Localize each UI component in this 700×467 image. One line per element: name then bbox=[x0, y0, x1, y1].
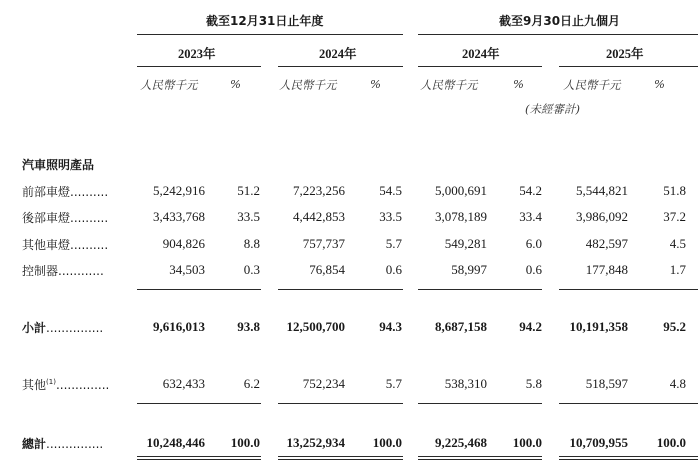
other-lamps-row-amount-1: 904,826 bbox=[162, 236, 205, 251]
subtotal-rule-2 bbox=[278, 289, 403, 290]
rear-lamps-row-leader-dots: .......... bbox=[70, 211, 109, 225]
controllers-row-leader-dots: ............ bbox=[58, 264, 104, 278]
front-lamps-row-amount-2: 7,223,256 bbox=[293, 183, 345, 198]
unit-rmb-2: 人民幣千元 bbox=[279, 78, 337, 92]
other-lamps-row-percent-2: 5.7 bbox=[385, 236, 402, 251]
other-row-amount-4: 518,597 bbox=[585, 376, 628, 391]
subtotal-row-percent-4: 95.2 bbox=[663, 319, 686, 334]
front-lamps-row-label: 前部車燈.......... bbox=[22, 185, 109, 199]
total-double-rule-4b bbox=[559, 459, 698, 460]
year-rule-1 bbox=[137, 66, 261, 67]
front-lamps-row-amount-4: 5,544,821 bbox=[576, 183, 628, 198]
other-row-percent-1: 6.2 bbox=[243, 376, 260, 391]
unit-pct-4: % bbox=[654, 77, 665, 91]
total-double-rule-1b bbox=[137, 459, 261, 460]
group-header-year-ended: 截至12月31日止年度 bbox=[206, 14, 324, 28]
total-double-rule-2a bbox=[278, 456, 403, 457]
front-lamps-row-percent-4: 51.8 bbox=[663, 183, 686, 198]
front-lamps-row-percent-3: 54.2 bbox=[519, 183, 542, 198]
total-double-rule-1a bbox=[137, 456, 261, 457]
year-header-2025-nine-months: 2025年 bbox=[606, 47, 644, 61]
other-row-percent-4: 4.8 bbox=[669, 376, 686, 391]
total-row-amount-1: 10,248,446 bbox=[146, 435, 205, 450]
subtotal-row-percent-2: 94.3 bbox=[379, 319, 402, 334]
total-rule-3 bbox=[418, 403, 542, 404]
year-header-2023: 2023年 bbox=[178, 47, 216, 61]
other-lamps-row-amount-4: 482,597 bbox=[585, 236, 628, 251]
other-row-amount-2: 752,234 bbox=[302, 376, 345, 391]
subtotal-rule-1 bbox=[137, 289, 261, 290]
total-double-rule-4a bbox=[559, 456, 698, 457]
unit-pct-3: % bbox=[513, 77, 524, 91]
subtotal-row-percent-1: 93.8 bbox=[237, 319, 260, 334]
total-row-amount-4: 10,709,955 bbox=[569, 435, 628, 450]
rear-lamps-row-amount-2: 4,442,853 bbox=[293, 209, 345, 224]
year-header-2024-annual: 2024年 bbox=[319, 47, 357, 61]
unit-pct-2: % bbox=[370, 77, 381, 91]
unit-rmb-3: 人民幣千元 bbox=[420, 78, 478, 92]
subtotal-row-amount-1: 9,616,013 bbox=[153, 319, 205, 334]
subtotal-row-amount-4: 10,191,358 bbox=[569, 319, 628, 334]
total-double-rule-3a bbox=[418, 456, 542, 457]
unit-rmb-1: 人民幣千元 bbox=[140, 78, 198, 92]
total-row-label: 總計............... bbox=[22, 437, 104, 451]
other-lamps-row-percent-4: 4.5 bbox=[669, 236, 686, 251]
other-lamps-row-leader-dots: .......... bbox=[70, 238, 109, 252]
total-rule-4 bbox=[559, 403, 698, 404]
other-row-amount-1: 632,433 bbox=[162, 376, 205, 391]
group-header-rule-right bbox=[418, 34, 698, 35]
total-row-percent-1: 100.0 bbox=[230, 435, 260, 450]
other-lamps-row-label: 其他車燈.......... bbox=[22, 238, 109, 252]
controllers-row-percent-2: 0.6 bbox=[385, 262, 402, 277]
group-header-nine-months: 截至9月30日止九個月 bbox=[499, 14, 621, 28]
other-lamps-row-percent-1: 8.8 bbox=[243, 236, 260, 251]
controllers-row-amount-2: 76,854 bbox=[309, 262, 345, 277]
subtotal-rule-4 bbox=[559, 289, 698, 290]
year-rule-4 bbox=[559, 66, 698, 67]
total-row-percent-2: 100.0 bbox=[372, 435, 402, 450]
section-title: 汽車照明產品 bbox=[22, 158, 95, 172]
rear-lamps-row-amount-1: 3,433,768 bbox=[153, 209, 205, 224]
year-rule-3 bbox=[418, 66, 542, 67]
total-row-percent-3: 100.0 bbox=[512, 435, 542, 450]
other-lamps-row-percent-3: 6.0 bbox=[525, 236, 542, 251]
total-rule-2 bbox=[278, 403, 403, 404]
front-lamps-row-amount-1: 5,242,916 bbox=[153, 183, 205, 198]
front-lamps-row-amount-3: 5,000,691 bbox=[435, 183, 487, 198]
rear-lamps-row-percent-3: 33.4 bbox=[519, 209, 542, 224]
subtotal-row-amount-2: 12,500,700 bbox=[286, 319, 345, 334]
rear-lamps-row-percent-4: 37.2 bbox=[663, 209, 686, 224]
group-header-rule-left bbox=[137, 34, 403, 35]
other-row-amount-3: 538,310 bbox=[444, 376, 487, 391]
rear-lamps-row-percent-1: 33.5 bbox=[237, 209, 260, 224]
total-row-amount-3: 9,225,468 bbox=[435, 435, 487, 450]
total-rule-1 bbox=[137, 403, 261, 404]
total-row-leader-dots: ............... bbox=[46, 437, 104, 451]
front-lamps-row-percent-2: 54.5 bbox=[379, 183, 402, 198]
other-row-label: 其他$^{(1)}$.............. bbox=[22, 378, 110, 392]
subtotal-rule-3 bbox=[418, 289, 542, 290]
subtotal-row-amount-3: 8,687,158 bbox=[435, 319, 487, 334]
controllers-row-amount-3: 58,997 bbox=[451, 262, 487, 277]
controllers-row-percent-1: 0.3 bbox=[243, 262, 260, 277]
other-lamps-row-amount-3: 549,281 bbox=[444, 236, 487, 251]
controllers-row-percent-3: 0.6 bbox=[525, 262, 542, 277]
rear-lamps-row-amount-3: 3,078,189 bbox=[435, 209, 487, 224]
other-row-percent-2: 5.7 bbox=[385, 376, 402, 391]
subtotal-row-leader-dots: ............... bbox=[46, 321, 104, 335]
other-row-footnote: (1) bbox=[46, 378, 56, 386]
rear-lamps-row-percent-2: 33.5 bbox=[379, 209, 402, 224]
other-row-leader-dots: .............. bbox=[55, 378, 110, 392]
rear-lamps-row-amount-4: 3,986,092 bbox=[576, 209, 628, 224]
year-header-2024-nine-months: 2024年 bbox=[462, 47, 500, 61]
front-lamps-row-percent-1: 51.2 bbox=[237, 183, 260, 198]
unit-pct-1: % bbox=[230, 77, 241, 91]
total-row-percent-4: 100.0 bbox=[656, 435, 686, 450]
controllers-row-percent-4: 1.7 bbox=[669, 262, 686, 277]
unaudited-note: (未經審計) bbox=[525, 102, 580, 116]
year-rule-2 bbox=[278, 66, 403, 67]
other-row-percent-3: 5.8 bbox=[525, 376, 542, 391]
controllers-row-amount-4: 177,848 bbox=[585, 262, 628, 277]
subtotal-row-label: 小計............... bbox=[22, 321, 104, 335]
front-lamps-row-leader-dots: .......... bbox=[70, 185, 109, 199]
controllers-row-label: 控制器............ bbox=[22, 264, 104, 278]
subtotal-row-percent-3: 94.2 bbox=[519, 319, 542, 334]
rear-lamps-row-label: 後部車燈.......... bbox=[22, 211, 109, 225]
total-double-rule-2b bbox=[278, 459, 403, 460]
total-double-rule-3b bbox=[418, 459, 542, 460]
unit-rmb-4: 人民幣千元 bbox=[563, 78, 621, 92]
controllers-row-amount-1: 34,503 bbox=[169, 262, 205, 277]
other-lamps-row-amount-2: 757,737 bbox=[302, 236, 345, 251]
total-row-amount-2: 13,252,934 bbox=[286, 435, 345, 450]
